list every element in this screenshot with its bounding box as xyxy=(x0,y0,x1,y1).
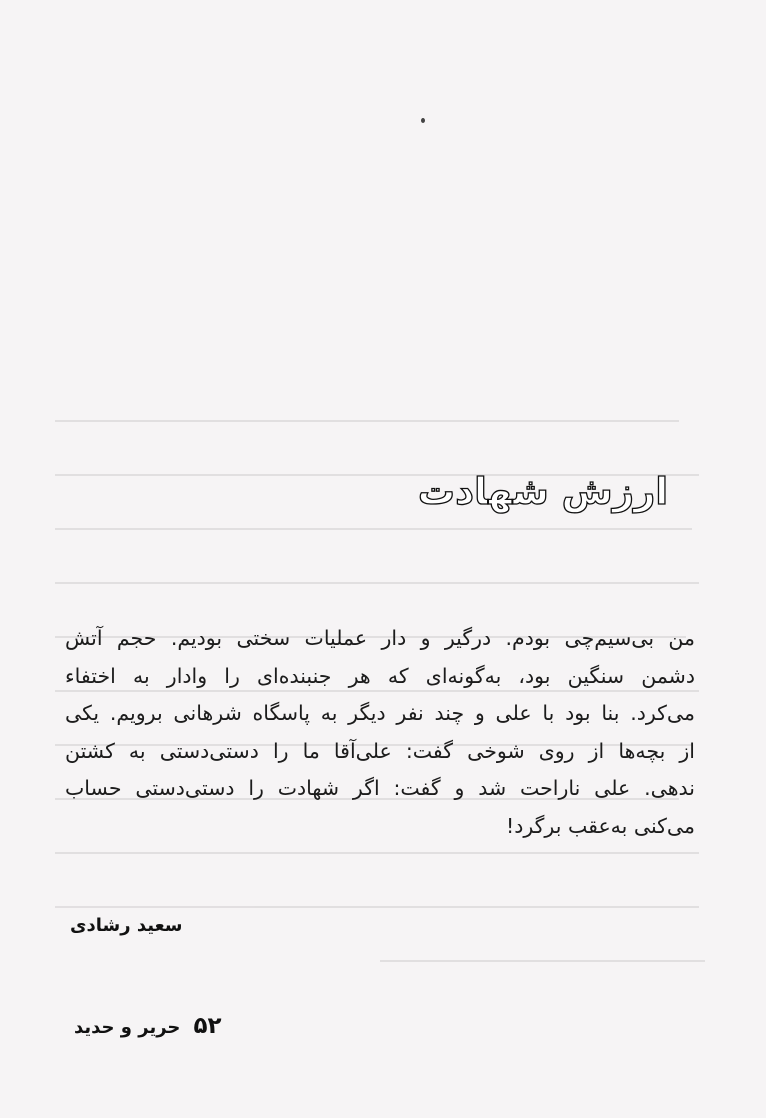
show-through-text xyxy=(60,0,700,230)
article-title: ارزش شهادت xyxy=(417,470,668,513)
body-line: من بی‌سیم‌چی بودم. درگیر و دار عملیات سختی بودیم. حجم آتش xyxy=(65,626,695,650)
page-number: ۵۲ xyxy=(193,1013,222,1039)
body-line: می‌کنی به‌عقب برگرد! xyxy=(506,813,695,838)
ink-speck xyxy=(421,118,425,123)
article-body xyxy=(65,620,695,845)
book-title: حریر و حدید xyxy=(74,1017,181,1038)
body-line: می‌کرد. بنا بود با علی و چند نفر دیگر به پاسگاه شرهانی برویم. یکی xyxy=(65,701,695,725)
body-line: از بچه‌ها از روی شوخی گفت: علی‌آقا ما را دستی‌دستی به کشتن xyxy=(65,738,695,763)
body-line: ندهی. علی ناراحت شد و گفت: اگر شهادت را دستی‌دستی حساب xyxy=(65,776,695,800)
author-name: سعید رشادی xyxy=(70,915,183,936)
body-line: دشمن سنگین بود، به‌گونه‌ای که هر جنبنده‌ای را وادار به اختفاء xyxy=(65,663,695,688)
page-footer xyxy=(74,1013,222,1039)
